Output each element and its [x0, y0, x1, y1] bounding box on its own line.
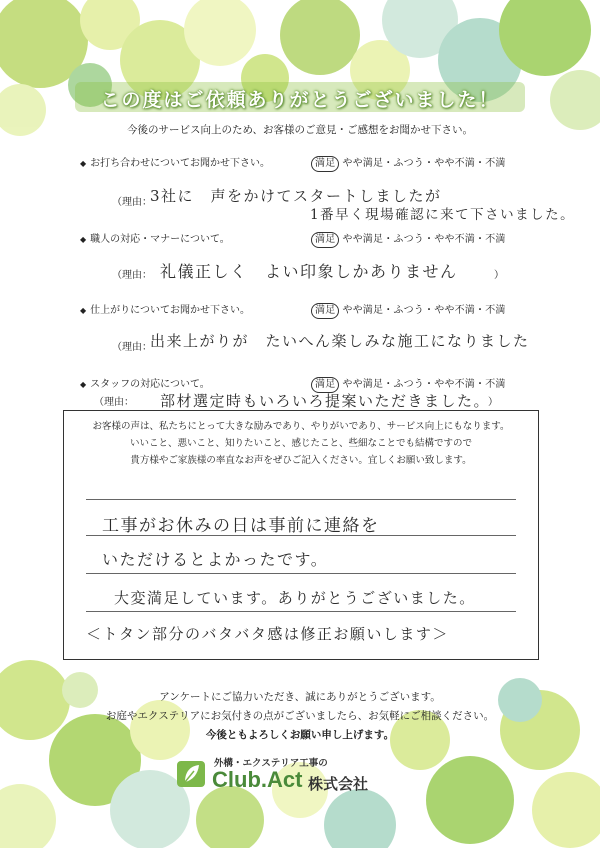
footer-line-2: お庭やエクステリアにお気付きの点がございましたら、お気軽にご相談ください。 [105, 710, 495, 722]
reason-close: ） [488, 397, 498, 408]
triangle-bullet-icon: ◆ [80, 380, 87, 389]
question-3-label: 仕上がりについてお聞かせ下さい。 [90, 305, 250, 316]
answer-1-line2: 1番早く現場確認に来て下さいました。 [310, 207, 576, 223]
answer-3: 出来上がりが たいへん楽しみな施工になりました [150, 332, 530, 350]
comment-line-4: ＜トタン部分のバタバタ感は修正お願いします＞ [86, 625, 449, 643]
logo-corp: 株式会社 [308, 775, 369, 793]
rating-scale-3 [311, 301, 506, 319]
rating-selected: 満足 [311, 156, 339, 172]
writing-line [86, 573, 516, 574]
logo-name: Club.Act [212, 767, 303, 792]
comment-line-2: いただけるとよかったです。 [102, 550, 329, 569]
rating-selected: 満足 [311, 377, 339, 393]
voice-box-line: 貴方様やご家族様の率直なお声をぜひご記入ください。宜しくお願い致します。 [130, 455, 472, 466]
question-3 [80, 301, 250, 316]
answer-1-line1: 3社に 声をかけてスタートしましたが [150, 187, 442, 205]
question-2-label: 職人の対応・マナーについて。 [90, 234, 230, 245]
voice-box-line: いいこと、悪いこと、知りたいこと、感じたこと、些細なことでも結構ですので [129, 438, 472, 449]
footer-line-3: 今後ともよろしくお願い申し上げます。 [205, 729, 395, 741]
rating-options: やや満足・ふつう・やや不満・不満 [342, 305, 506, 316]
intro-text: 今後のサービス向上のため、お客様のご意見・ご感想をお聞かせ下さい。 [126, 124, 474, 136]
reason-label: （理由： [112, 342, 152, 353]
rating-selected: 満足 [311, 303, 339, 319]
question-4 [80, 375, 210, 390]
rating-scale-2 [311, 230, 506, 248]
triangle-bullet-icon: ◆ [80, 306, 87, 315]
answer-4: 部材選定時もいろいろ提案いただきました。 [160, 392, 491, 410]
company-logo [176, 754, 396, 794]
question-2 [80, 230, 230, 245]
page-title: この度はご依頼ありがとうございました！ [100, 89, 500, 111]
triangle-bullet-icon: ◆ [80, 235, 87, 244]
triangle-bullet-icon: ◆ [80, 159, 87, 168]
leaf-logo-icon [176, 758, 206, 788]
footer-line-1: アンケートにご協力いただき、誠にありがとうございます。 [159, 691, 441, 703]
voice-box-line: お客様の声は、私たちにとって大きな励みであり、やりがいであり、サービス向上にもなります。 [92, 421, 510, 432]
rating-options: やや満足・ふつう・やや不満・不満 [342, 379, 506, 390]
reason-close: ） [494, 270, 504, 281]
rating-scale-1 [311, 154, 506, 172]
comment-line-3: 大変満足しています。ありがとうございました。 [114, 589, 476, 607]
rating-options: やや満足・ふつう・やや不満・不満 [342, 158, 506, 169]
answer-2: 礼儀正しく よい印象しかありません [160, 262, 458, 281]
customer-voice-box [63, 410, 539, 660]
rating-selected: 満足 [311, 232, 339, 248]
reason-label: （理由： [112, 270, 152, 281]
logo-subtitle: 外構・エクステリア工事の [214, 758, 328, 769]
reason-label: （理由： [112, 197, 152, 208]
question-1-label: お打ち合わせについてお聞かせ下さい。 [90, 158, 270, 169]
question-4-label: スタッフの対応について。 [90, 379, 210, 390]
reason-label: （理由： [94, 397, 134, 408]
writing-line [86, 499, 516, 500]
rating-options: やや満足・ふつう・やや不満・不満 [342, 234, 506, 245]
comment-line-1: 工事がお休みの日は事前に連絡を [102, 516, 380, 536]
question-1 [80, 154, 270, 169]
writing-line [86, 611, 516, 612]
